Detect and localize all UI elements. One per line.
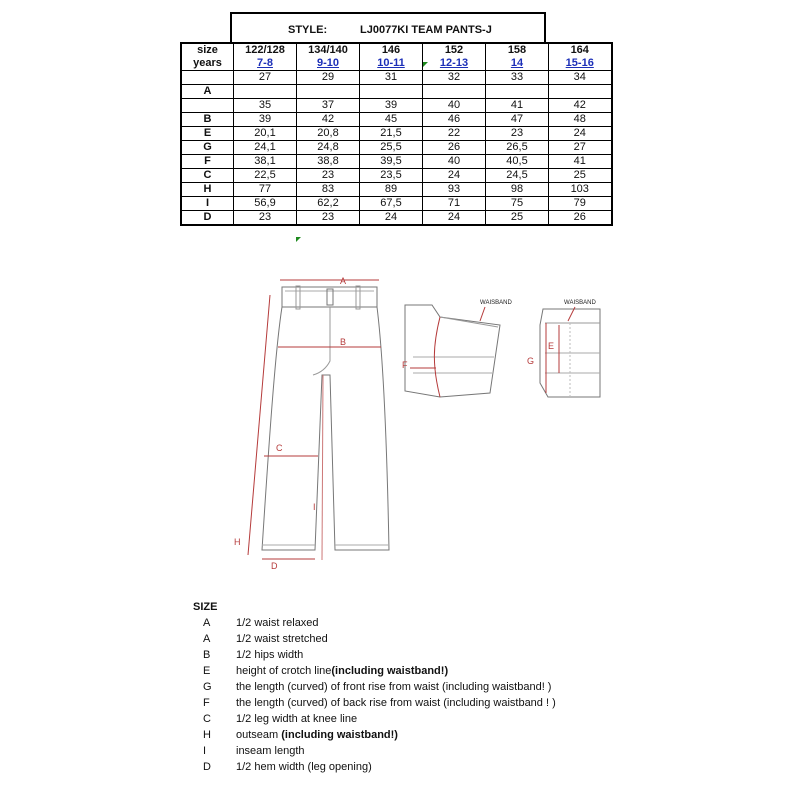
label-a: A bbox=[340, 276, 347, 286]
measurement-cell: 47 bbox=[486, 113, 549, 127]
measurement-cell: 40 bbox=[423, 99, 486, 113]
measurement-cell: 23 bbox=[297, 211, 360, 226]
measurement-lines bbox=[248, 280, 381, 560]
measurement-cell: 26,5 bbox=[486, 141, 549, 155]
measurement-cell: 34 bbox=[549, 71, 612, 85]
row-label: H bbox=[181, 183, 234, 197]
row-label: A bbox=[181, 85, 234, 99]
legend-key: I bbox=[203, 745, 207, 757]
measurement-cell: 23 bbox=[234, 211, 297, 226]
measurement-cell: 21,5 bbox=[360, 127, 423, 141]
measurement-cell: 24 bbox=[423, 211, 486, 226]
size-header-row bbox=[181, 43, 612, 57]
size-cell: 152 bbox=[423, 43, 486, 57]
measurement-cell: 25 bbox=[486, 211, 549, 226]
row-label: I bbox=[181, 197, 234, 211]
label-h: H bbox=[234, 537, 241, 547]
measurement-cell: 23 bbox=[297, 169, 360, 183]
row-label: D bbox=[181, 211, 234, 226]
legend-item bbox=[193, 759, 372, 775]
measurement-cell: 25,5 bbox=[360, 141, 423, 155]
measurement-cell: 38,1 bbox=[234, 155, 297, 169]
measurement-cell bbox=[486, 85, 549, 99]
legend-key: C bbox=[203, 713, 211, 725]
measurement-cell: 40 bbox=[423, 155, 486, 169]
legend-key: F bbox=[203, 697, 210, 709]
legend-key: E bbox=[203, 665, 211, 677]
measurement-row bbox=[181, 155, 612, 169]
measurement-cell: 45 bbox=[360, 113, 423, 127]
measurement-cell: 103 bbox=[549, 183, 612, 197]
measurement-row bbox=[181, 169, 612, 183]
legend-description bbox=[236, 743, 305, 759]
measurement-cell bbox=[297, 85, 360, 99]
row-label bbox=[181, 71, 234, 85]
legend-description bbox=[236, 711, 357, 727]
measurement-cell: 98 bbox=[486, 183, 549, 197]
measurement-cell: 24,8 bbox=[297, 141, 360, 155]
measurement-cell: 62,2 bbox=[297, 197, 360, 211]
measurement-cell: 39 bbox=[234, 113, 297, 127]
legend-text: the length (curved) of front rise from waist (including waistband! ) bbox=[236, 681, 552, 693]
size-legend bbox=[193, 601, 556, 775]
measurement-cell: 26 bbox=[423, 141, 486, 155]
measurement-cell: 24,1 bbox=[234, 141, 297, 155]
years-cell: 12-13 bbox=[423, 57, 486, 71]
legend-key: H bbox=[203, 729, 211, 741]
size-cell: 164 bbox=[549, 43, 612, 57]
row-label: G bbox=[181, 141, 234, 155]
legend-key: A bbox=[203, 617, 211, 629]
row-label bbox=[181, 99, 234, 113]
measurement-cell: 24 bbox=[423, 169, 486, 183]
measurement-cell: 22 bbox=[423, 127, 486, 141]
measurement-cell: 89 bbox=[360, 183, 423, 197]
measurement-cell: 29 bbox=[297, 71, 360, 85]
measurement-cell: 41 bbox=[486, 99, 549, 113]
legend-description bbox=[236, 695, 556, 711]
measurement-cell: 79 bbox=[549, 197, 612, 211]
measurement-row bbox=[181, 211, 612, 226]
legend-item bbox=[193, 631, 328, 647]
size-cell: 122/128 bbox=[234, 43, 297, 57]
waistband-label-right: WAISBAND bbox=[564, 300, 596, 306]
legend-item bbox=[193, 679, 552, 695]
dim-line-i bbox=[322, 375, 323, 560]
row-label: C bbox=[181, 169, 234, 183]
measurement-cell: 33 bbox=[486, 71, 549, 85]
measurement-cell: 23 bbox=[486, 127, 549, 141]
size-label: size bbox=[181, 43, 234, 57]
legend-text: 1/2 hips width bbox=[236, 649, 304, 661]
measurement-cell: 42 bbox=[297, 113, 360, 127]
measurement-cell: 42 bbox=[549, 99, 612, 113]
measurement-row bbox=[181, 183, 612, 197]
measurement-cell: 23,5 bbox=[360, 169, 423, 183]
style-value: LJ0077KI TEAM PANTS-J bbox=[360, 24, 492, 36]
size-chart-table bbox=[180, 42, 613, 226]
measurement-cell: 93 bbox=[423, 183, 486, 197]
legend-key: A bbox=[203, 633, 211, 645]
years-cell: 10-11 bbox=[360, 57, 423, 71]
measurement-cell: 71 bbox=[423, 197, 486, 211]
back-rise-detail bbox=[402, 300, 512, 397]
size-cell: 158 bbox=[486, 43, 549, 57]
label-g: G bbox=[527, 356, 535, 366]
style-label: STYLE: bbox=[288, 24, 328, 36]
legend-text: outseam bbox=[236, 729, 282, 741]
label-d: D bbox=[271, 561, 278, 571]
measurement-cell: 20,8 bbox=[297, 127, 360, 141]
legend-item bbox=[193, 663, 449, 679]
front-rise-detail bbox=[527, 300, 600, 397]
measurement-cell: 26 bbox=[549, 211, 612, 226]
measurement-cell: 48 bbox=[549, 113, 612, 127]
label-e: E bbox=[548, 341, 555, 351]
legend-text: 1/2 hem width (leg opening) bbox=[236, 761, 372, 773]
legend-description bbox=[236, 727, 398, 743]
legend-item bbox=[193, 647, 304, 663]
measurement-row bbox=[181, 127, 612, 141]
years-cell: 14 bbox=[486, 57, 549, 71]
measurement-cell bbox=[360, 85, 423, 99]
measurement-cell bbox=[423, 85, 486, 99]
legend-item bbox=[193, 695, 556, 711]
years-label: years bbox=[181, 57, 234, 71]
legend-text: the length (curved) of back rise from waist (including waistband ! ) bbox=[236, 697, 556, 709]
measurement-cell: 25 bbox=[549, 169, 612, 183]
measurement-cell: 27 bbox=[234, 71, 297, 85]
measurement-cell: 24 bbox=[360, 211, 423, 226]
legend-item bbox=[193, 727, 398, 743]
measurement-cell: 27 bbox=[549, 141, 612, 155]
years-cell: 7-8 bbox=[234, 57, 297, 71]
measurement-cell: 75 bbox=[486, 197, 549, 211]
measurement-row bbox=[181, 113, 612, 127]
legend-text: 1/2 waist stretched bbox=[236, 633, 328, 645]
measurement-cell: 46 bbox=[423, 113, 486, 127]
legend-description bbox=[236, 615, 319, 631]
legend-description bbox=[236, 663, 448, 679]
cell-comment-marker bbox=[296, 237, 301, 242]
measurement-cell: 39,5 bbox=[360, 155, 423, 169]
measurement-cell: 24,5 bbox=[486, 169, 549, 183]
label-c: C bbox=[276, 443, 283, 453]
measurement-cell: 24 bbox=[549, 127, 612, 141]
measurement-cell: 38,8 bbox=[297, 155, 360, 169]
measurement-cell bbox=[234, 85, 297, 99]
size-cell: 146 bbox=[360, 43, 423, 57]
measurement-cell bbox=[549, 85, 612, 99]
legend-emphasis: (including waistband!) bbox=[281, 729, 398, 741]
measurement-row bbox=[181, 197, 612, 211]
measurement-cell: 83 bbox=[297, 183, 360, 197]
legend-item bbox=[193, 615, 319, 631]
legend-text: 1/2 leg width at knee line bbox=[236, 713, 358, 725]
row-label: B bbox=[181, 113, 234, 127]
row-label: E bbox=[181, 127, 234, 141]
pants-technical-drawing bbox=[0, 265, 800, 595]
legend-item bbox=[193, 711, 358, 727]
row-label: F bbox=[181, 155, 234, 169]
years-row bbox=[181, 57, 612, 71]
label-b: B bbox=[340, 337, 347, 347]
measurement-cell: 35 bbox=[234, 99, 297, 113]
years-cell: 15-16 bbox=[549, 57, 612, 71]
legend-key: D bbox=[203, 761, 211, 773]
legend-text: inseam length bbox=[236, 745, 305, 757]
measurement-cell: 56,9 bbox=[234, 197, 297, 211]
measurement-cell: 40,5 bbox=[486, 155, 549, 169]
legend-description bbox=[236, 759, 372, 775]
measurement-cell: 41 bbox=[549, 155, 612, 169]
measurement-cell: 39 bbox=[360, 99, 423, 113]
measurement-cell: 22,5 bbox=[234, 169, 297, 183]
style-header bbox=[230, 12, 546, 42]
legend-item bbox=[193, 743, 305, 759]
legend-description bbox=[236, 647, 303, 663]
legend-title: SIZE bbox=[193, 601, 218, 613]
pants-outline bbox=[262, 286, 389, 550]
size-cell: 134/140 bbox=[297, 43, 360, 57]
measurement-cell: 37 bbox=[297, 99, 360, 113]
measurement-cell: 32 bbox=[423, 71, 486, 85]
measurement-cell: 20,1 bbox=[234, 127, 297, 141]
label-f: F bbox=[402, 360, 408, 370]
measurement-row bbox=[181, 141, 612, 155]
waistband-label-left: WAISBAND bbox=[480, 300, 512, 306]
measurement-row bbox=[181, 99, 612, 113]
label-i: I bbox=[313, 502, 316, 512]
legend-text: 1/2 waist relaxed bbox=[236, 617, 319, 629]
dim-line-h bbox=[248, 295, 270, 555]
measurement-row bbox=[181, 85, 612, 99]
measurement-cell: 31 bbox=[360, 71, 423, 85]
legend-key: G bbox=[203, 681, 212, 693]
legend-description bbox=[236, 679, 551, 695]
years-cell: 9-10 bbox=[297, 57, 360, 71]
legend-text: height of crotch line bbox=[236, 665, 332, 677]
measurement-row bbox=[181, 71, 612, 85]
legend-emphasis: (including waistband!) bbox=[331, 665, 449, 677]
measurement-cell: 77 bbox=[234, 183, 297, 197]
legend-key: B bbox=[203, 649, 211, 661]
legend-description bbox=[236, 631, 328, 647]
cell-comment-marker bbox=[423, 62, 428, 67]
measurement-cell: 67,5 bbox=[360, 197, 423, 211]
